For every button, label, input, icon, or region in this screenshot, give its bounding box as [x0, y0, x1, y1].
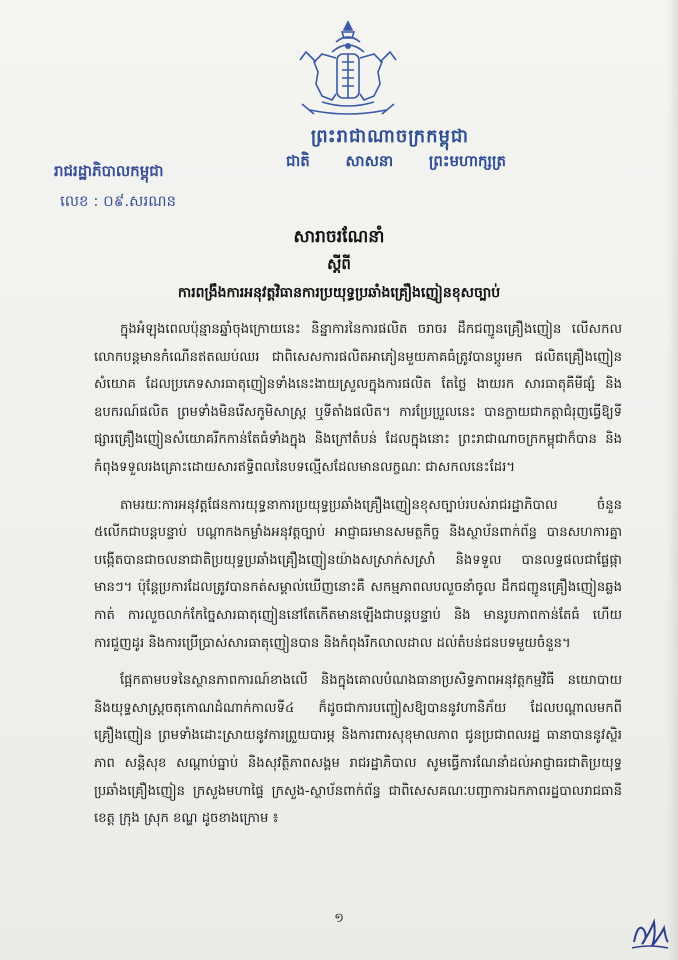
document-body: [94, 316, 622, 843]
paragraph-3: ផ្អែកតាមបទនៃស្ថានភាពការណ៍ខាងលើ និងក្នុងគោលបំណងធានាប្រសិទ្ធភាពអនុវត្តកម្មវិធី នយោបាយ និងយុទ្ធសាស្ត្រចតុកោណដំណាក់កាលទី៤ ក៏ដូចជាការបញ្ចៀសឱ្យបាននូវហានិភ័យ ដែលបណ្តាលមកពីគ្រឿងញៀន ព្រមទាំងដោះស្រាយនូវការព្រួយបារម្ភ និងការពារសុខុមាលភាព ជូនប្រជាពលរដ្ឋ ធានាបាននូវស្ថិរភាព សន្តិសុខ សណ្តាប់ធ្នាប់ និងសុវត្ថិភាពសង្គម រាជរដ្ឋាភិបាល សូមធ្វើការណែនាំដល់អាជ្ញាធរជាតិប្រយុទ្ធប្រឆាំងគ្រឿងញៀន ក្រសួងមហាផ្ទៃ ក្រសួង-ស្ថាប័នពាក់ព័ន្ធ ជាពិសេសគណៈបញ្ជាការឯកភាពរដ្ឋបាលរាជធានី ខេត្ត ក្រុង ស្រុក ខណ្ឌ ដូចខាងក្រោម ៖: [94, 673, 622, 827]
page-number: ១: [334, 911, 344, 926]
subject-prefix: ស្តីពី: [327, 255, 351, 273]
kingdom-title: ព្រះរាជាណាចក្រកម្ពុជា: [310, 126, 470, 147]
reference-number: លេខ : ០៩.សរណន: [60, 192, 177, 210]
national-motto: [286, 152, 506, 174]
motto-king: ព្រះមហាក្សត្រ: [428, 152, 506, 170]
motto-religion: សាសនា: [345, 152, 394, 170]
signature-initials-icon: [628, 912, 672, 952]
motto-nation: ជាតិ: [286, 152, 310, 170]
royal-emblem-icon: [292, 18, 404, 128]
government-name: រាជរដ្ឋាភិបាលកម្ពុជា: [54, 162, 164, 180]
subject-title: ការពង្រឹងការអនុវត្តវិធានការប្រយុទ្ធប្រឆាំងគ្រឿងញៀនខុសច្បាប់: [177, 285, 501, 301]
paragraph-2: តាមរយៈការអនុវត្តផែនការយុទ្ធនាការប្រយុទ្ធប្រឆាំងគ្រឿងញៀនខុសច្បាប់របស់រាជរដ្ឋាភិបាល ចំនួន ៥លើកជាបន្តបន្ទាប់ បណ្តាកងកម្លាំងអនុវត្តច្បាប់ អាជ្ញាធរមានសមត្ថកិច្ច និងស្ថាប័នពាក់ព័ន្ធ បានសហការគ្នាបង្កើតបានជាចលនាជាតិប្រយុទ្ធប្រឆាំងគ្រឿងញៀនយ៉ាងសស្រាក់សស្រាំ និងទទួល បានលទ្ធផលជាផ្លែផ្កាមានៗ។ ប៉ុន្តែប្រការដែលត្រូវបានកត់សម្គាល់ឃើញនោះគឺ សកម្មភាពលបលួចនាំចូល ដឹកជញ្ជូនគ្រឿងញៀនឆ្លងកាត់ ការលួចលាក់កែច្នៃសារធាតុញៀននៅតែកើតមានឡើងជាបន្តបន្ទាប់ និង មានរូបភាពកាន់តែធំ ហើយការជួញដូរ និងការប្រើប្រាស់សារធាតុញៀនបាន និងកំពុងរីកលាលដាល ដល់តំបន់ជនបទមួយចំនួន។: [94, 497, 622, 651]
paragraph-1: ក្នុងអំឡុងពេលប៉ុន្មានឆ្នាំចុងក្រោយនេះ និន្នាការនៃការផលិត ចរាចរ ដឹកជញ្ជូនគ្រឿងញៀន លើសកលលោកបន្តមានកំណើនឥតឈប់ឈរ ជាពិសេសការផលិតអាភៀនមួយភាគធំត្រូវបានប្តូរមក ផលិតគ្រឿងញៀនសំយោគ ដែលប្រភេទសារធាតុញៀនទាំងនេះងាយស្រួលក្នុងការផលិត តែថ្លៃ ងាយរក សារធាតុគីមីផ្សំ និងឧបករណ៍ផលិត ព្រមទាំងមិនរើសកូមិសាស្ត្រ ឬទីតាំងផលិត។ ការប្រែប្រួលនេះ បានក្លាយជាកត្តាជំរុញធ្វើឱ្យទីផ្សារគ្រឿងញៀនសំយោគរីកកាន់តែធំទាំងក្នុង និងក្រៅតំបន់ ដែលក្នុងនោះ ព្រះរាជាណាចក្រកម្ពុជាក៏បាន និងកំពុងទទួលរងគ្រោះដោយសារឥទ្ធិពលនៃបទល្មើសដែលមានលក្ខណៈ ជាសកលនេះដែរ។: [94, 322, 622, 475]
document-type-title: សារាចរណែនាំ: [293, 227, 385, 247]
